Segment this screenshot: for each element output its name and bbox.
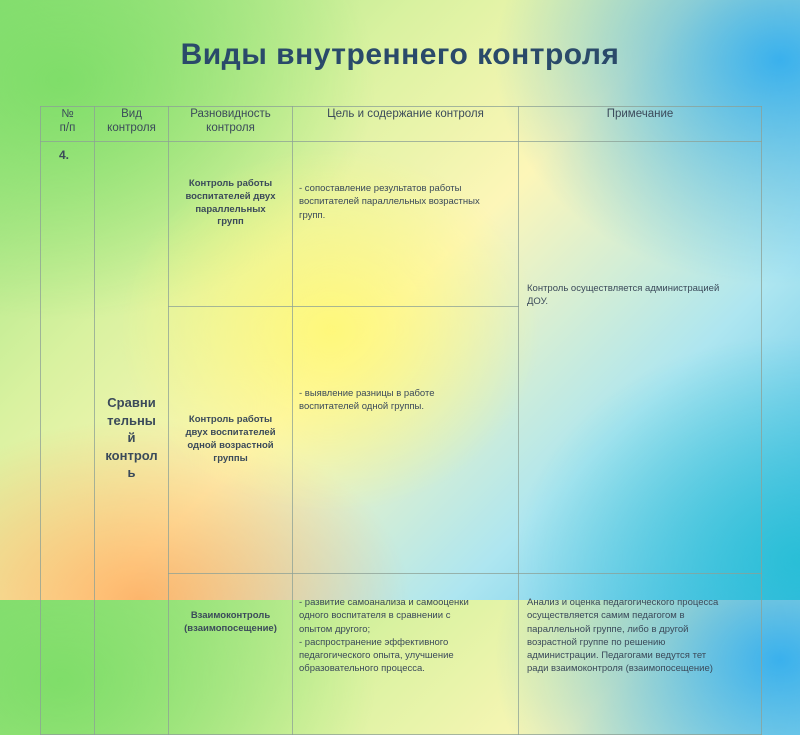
variety-line: воспитателей двух [185,190,276,202]
variety-cell [169,307,293,574]
note-cell [519,574,762,735]
header-kind-line: Вид [121,108,142,120]
goal-line: - выявление разницы в работе [299,388,435,399]
control-kind-line: контрол [105,447,158,463]
header-variety-line: контроля [206,122,255,135]
variety-line: (взаимопосещение) [184,622,277,634]
variety-line: Контроль работы [188,178,273,189]
note-cell [519,142,762,574]
goal-cell [293,142,519,307]
variety-line: двух воспитателей [185,427,276,439]
note-line: ДОУ. [527,296,549,308]
variety-cell [169,574,293,735]
header-note: Примечание [519,107,762,142]
note-line: параллельной группе, либо в другой [527,623,689,635]
goal-cell [293,307,519,574]
goal-line: воспитателей одной группы. [299,401,424,413]
variety-line: параллельных [195,203,266,215]
variety-line: Контроль работы [188,414,273,426]
page-title: Виды внутреннего контроля [180,38,620,71]
control-kind-line: тельны [107,412,156,428]
variety-line: Взаимоконтроль [190,610,271,621]
goal-cell [293,574,519,735]
note-line: администрации. Педагогами ведутся тет [527,650,707,662]
note-line: Анализ и оценка педагогического процесса [527,597,719,608]
header-number-line: № [61,108,74,120]
note-line: Контроль осуществляется администрацией [527,283,720,294]
control-kind-cell [95,142,169,735]
goal-line: групп. [299,209,326,221]
goal-line: воспитателей параллельных возрастных [299,196,480,208]
goal-line: опытом другого; [299,623,371,635]
header-goal: Цель и содержание контроля [293,107,519,142]
row-number: 4. [41,142,95,735]
goal-line: - распространение эффективного [299,636,449,648]
goal-line: - сопоставление результатов работы [299,183,462,194]
note-line: возрастной группе по решению [527,636,666,648]
header-kind [95,107,169,142]
table-header-row [41,107,762,142]
control-kind-line: Сравни [107,395,156,411]
header-number [41,107,95,142]
goal-line: образовательного процесса. [299,663,425,675]
control-kind-line: й [127,430,136,446]
variety-line: группы [213,452,248,464]
variety-line: одной возрастной [187,440,274,451]
header-kind-line: контроля [107,122,156,135]
goal-line: - развитие самоанализа и самооценки [299,597,469,608]
control-table [40,106,762,735]
table-row [41,142,762,307]
variety-line: групп [217,216,244,228]
goal-line: педагогического опыта, улучшение [299,650,454,662]
header-variety-line: Разновидность [190,108,271,120]
note-line: ради взаимоконтроля (взаимопосещение) [527,663,713,675]
goal-line: одного воспитателя в сравнении с [299,610,451,622]
note-line: осуществляется самим педагогом в [527,610,685,622]
control-kind-line: ь [127,465,136,481]
variety-cell [169,142,293,307]
header-variety [169,107,293,142]
header-number-line: п/п [59,122,76,135]
